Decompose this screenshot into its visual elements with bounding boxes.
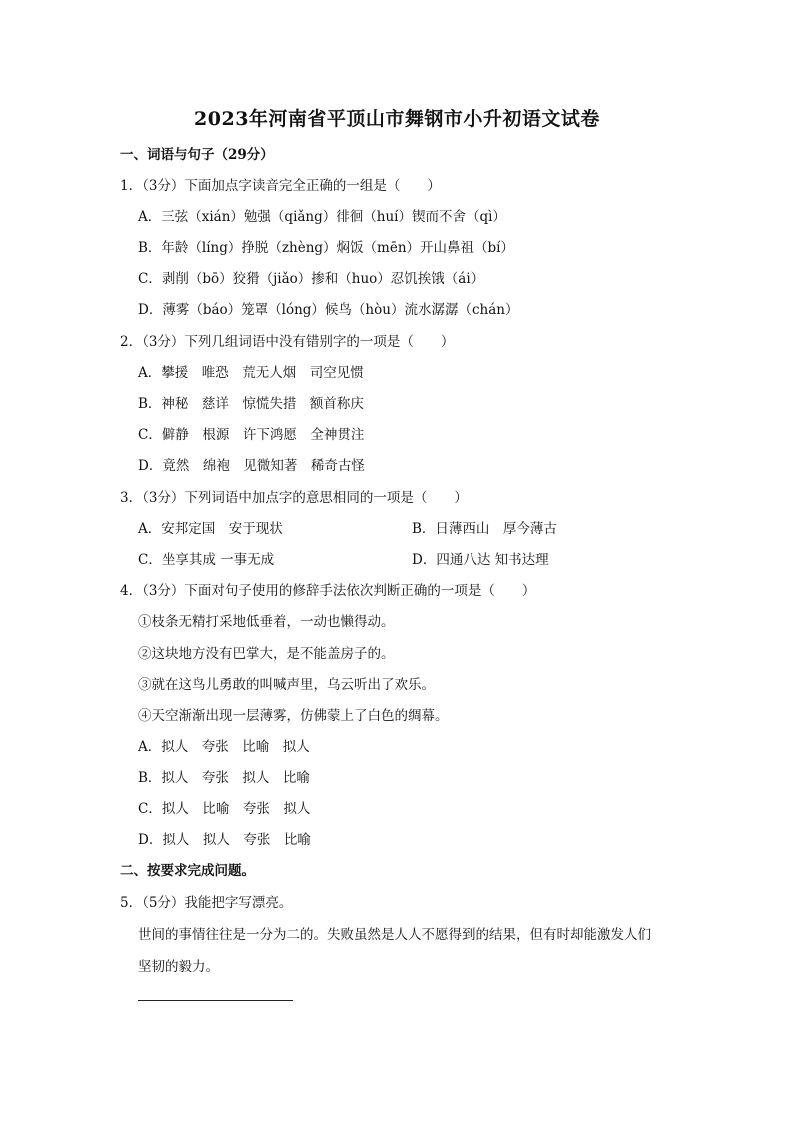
question-3-stem: 3．（3分）下列词语中加点字的意思相同的一项是（ ） — [120, 490, 468, 506]
question-1-stem: 1．（3分）下面加点字读音完全正确的一组是（ ） — [120, 178, 441, 194]
question-2-option-a: A．攀援 唯恐 荒无人烟 司空见惯 — [138, 365, 364, 381]
question-4-option-b: B．拟人 夸张 拟人 比喻 — [138, 770, 310, 786]
section-heading-1: 一、词语与句子（29分） — [120, 147, 274, 163]
answer-blank-line[interactable] — [138, 1000, 293, 1001]
question-4-option-c: C．拟人 比喻 夸张 拟人 — [138, 801, 311, 817]
question-5-text-line-1: 世间的事情往往是一分为二的。失败虽然是人人不愿得到的结果，但有时却能激发人们 — [138, 927, 651, 943]
question-4-stem: 4．（3分）下面对句子使用的修辞手法依次判断正确的一项是（ ） — [120, 583, 536, 599]
question-2-option-d: D．竟然 绵袍 见微知著 稀奇古怪 — [138, 458, 365, 474]
question-4-sentence-1: ①枝条无精打采地低垂着，一动也懒得动。 — [138, 614, 395, 630]
question-1-option-d: D．薄雾（báo）笼罩（lóng）候鸟（hòu）流水潺潺（chán） — [138, 302, 519, 318]
question-2-option-c: C．僻静 根源 许下鸿愿 全神贯注 — [138, 427, 365, 443]
question-5-text-line-2: 坚韧的毅力。 — [138, 959, 219, 975]
question-3-option-b: B．日薄西山 厚今薄古 — [412, 521, 557, 537]
question-4-sentence-4: ④天空渐渐出现一层薄雾，仿佛蒙上了白色的绸幕。 — [138, 708, 449, 724]
exam-title: 2023年河南省平顶山市舞钢市小升初语文试卷 — [194, 108, 600, 130]
question-3-option-c: C．坐享其成 一事无成 — [138, 552, 275, 568]
question-4-option-d: D．拟人 拟人 夸张 比喻 — [138, 832, 311, 848]
question-4-option-a: A．拟人 夸张 比喻 拟人 — [138, 739, 310, 755]
question-3-option-a: A．安邦定国 安于现状 — [138, 521, 283, 537]
question-3-option-d: D．四通八达 知书达理 — [412, 552, 549, 568]
question-2-stem: 2．（3分）下列几组词语中没有错别字的一项是（ ） — [120, 334, 455, 350]
question-5-stem: 5．（5分）我能把字写漂亮。 — [120, 895, 293, 911]
question-1-option-c: C．剥削（bō）狡猾（jiǎo）掺和（huo）忍饥挨饿（ái） — [138, 271, 485, 287]
section-heading-2: 二、按要求完成问题。 — [120, 863, 255, 879]
question-4-sentence-2: ②这块地方没有巴掌大，是不能盖房子的。 — [138, 646, 395, 662]
question-1-option-a: A．三弦（xián）勉强（qiǎng）徘徊（huí）锲而不舍（qì） — [138, 209, 506, 225]
question-2-option-b: B．神秘 慈详 惊慌失措 额首称庆 — [138, 396, 364, 412]
question-1-option-b: B．年龄（líng）挣脱（zhèng）焖饭（mēn）开山鼻祖（bí） — [138, 240, 514, 256]
question-4-sentence-3: ③就在这鸟儿勇敢的叫喊声里，乌云听出了欢乐。 — [138, 677, 435, 693]
